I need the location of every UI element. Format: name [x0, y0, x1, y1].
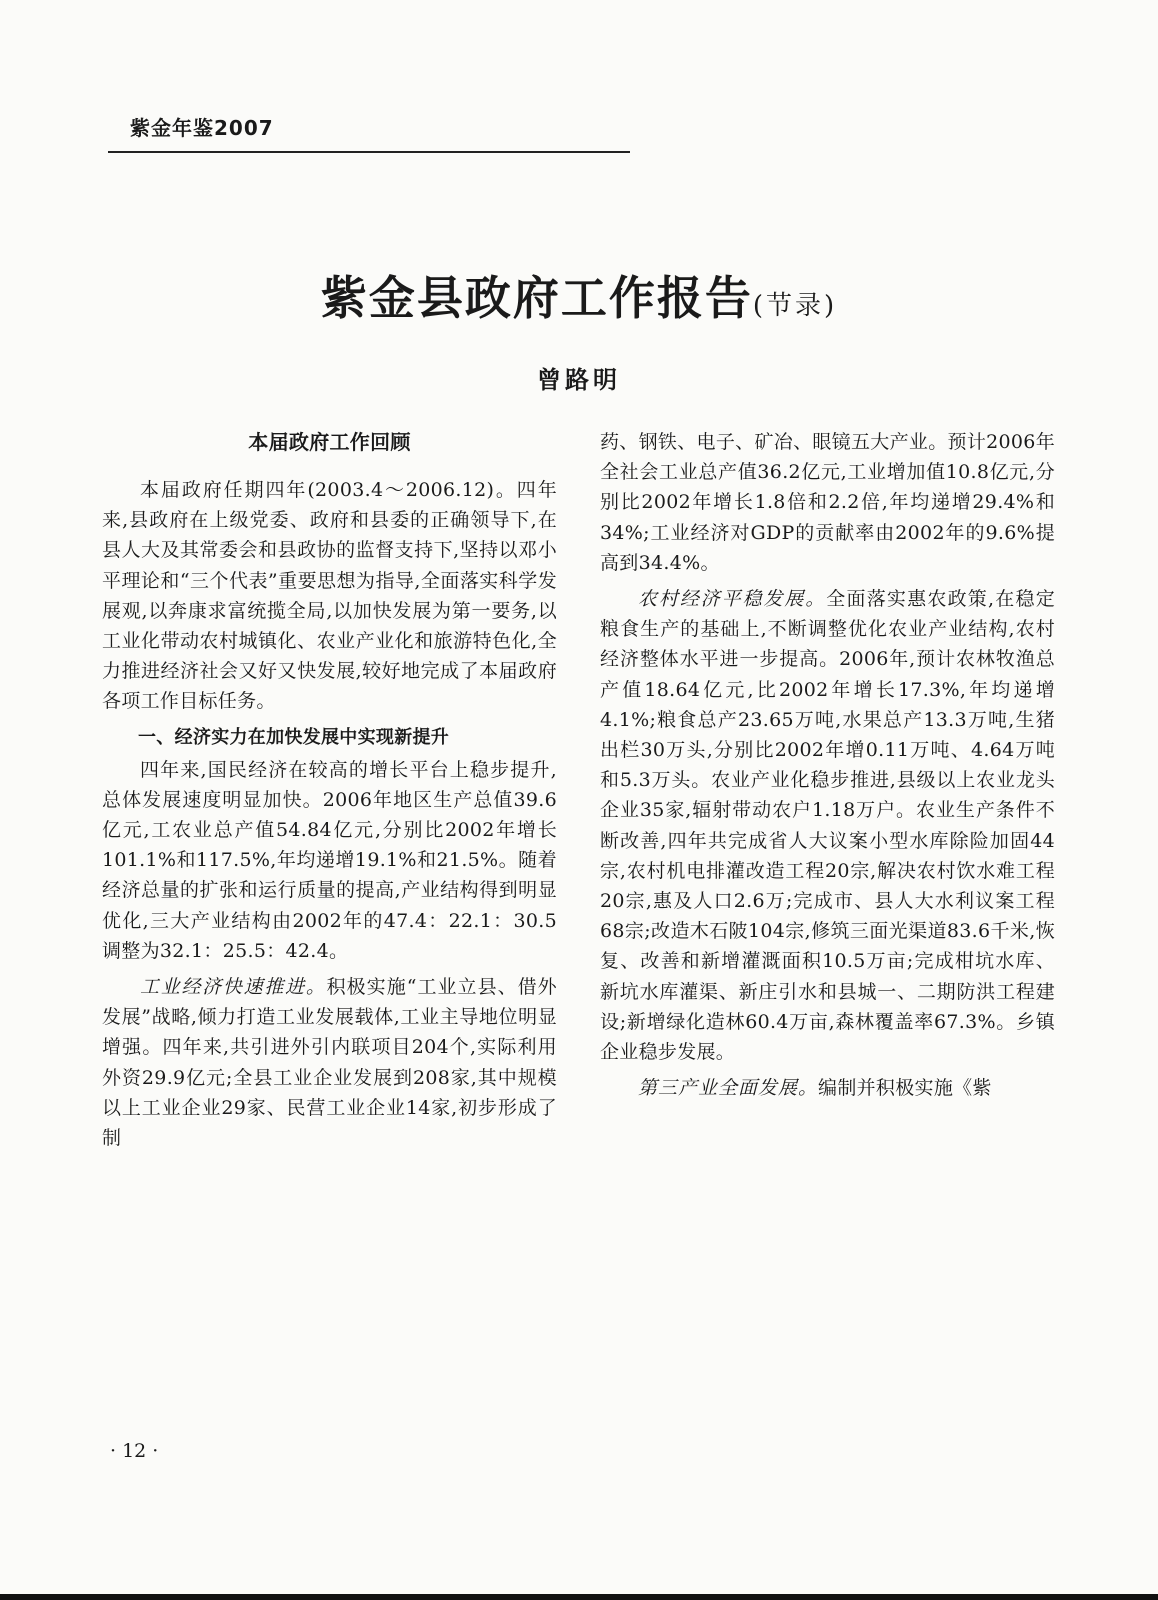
article-title: 紫金县政府工作报告: [320, 271, 753, 325]
article-title-block: [0, 262, 1158, 328]
right-column: [600, 427, 1055, 1109]
rural-run-in-heading: 农村经济平稳发展。: [638, 588, 827, 611]
intro-paragraph: 本届政府任期四年(2003.4～2006.12)。四年来,县政府在上级党委、政府和县委的正确领导下,在县人大及其常委会和县政协的监督支持下,坚持以邓小平理论和“三个代表”重要思想为指导,全面落实科学发展观,以奔康求富统揽全局,以加快发展为第一要务,以工业化带动农村城镇化、农业产业化和旅游特色化,全力推进经济社会又好又快发展,较好地完成了本届政府各项工作目标任务。: [102, 479, 557, 713]
left-column: [102, 427, 557, 1159]
rural-paragraph: [600, 584, 1055, 1067]
subheading-economy: 一、经济实力在加快发展中实现新提升: [138, 726, 450, 748]
scan-edge-divider: [0, 1594, 1158, 1600]
tertiary-run-in-heading: 第三产业全面发展。: [638, 1077, 819, 1100]
title-note: (节录): [752, 291, 838, 321]
page-number: · 12 ·: [110, 1440, 159, 1462]
author-name: 曾路明: [537, 365, 621, 394]
rural-text: 全面落实惠农政策,在稳定粮食生产的基础上,不断调整优化农业产业结构,农村经济整体水平进一步提高。2006年,预计农林牧渔总产值18.64亿元,比2002年增长17.3%,年均递增4.1%;粮食总产23.65万吨,水果总产13.3万吨,生猪出栏30万头,分别比2002年增0.11万吨、4.64万吨和5.3万头。农业产业化稳步推进,县级以上农业龙头企业35家,辐射带动农户1.18万户。农业生产条件不断改善,四年共完成省人大议案小型水库除险加固44宗,农村机电排灌改造工程20宗,解决农村饮水难工程20宗,惠及人口2.6万;完成市、县人大水利议案工程68宗;改造木石陂104宗,修筑三面光渠道83.6千米,恢复、改善和新增灌溉面积10.5万亩;完成柑坑水库、新坑水库灌渠、新庄引水和县城一、二期防洪工程建设;新增绿化造林60.4万亩,森林覆盖率67.3%。乡镇企业稳步发展。: [600, 588, 1055, 1064]
industry-continued-paragraph: 药、钢铁、电子、矿冶、眼镜五大产业。预计2006年全社会工业总产值36.2亿元,工业增加值10.8亿元,分别比2002年增长1.8倍和2.2倍,年均递增29.4%和34%;工业经济对GDP的贡献率由2002年的9.6%提高到34.4%。: [600, 431, 1055, 574]
industry-run-in-heading: 工业经济快速推进。: [140, 976, 327, 999]
economy-paragraph: 四年来,国民经济在较高的增长平台上稳步提升,总体发展速度明显加快。2006年地区生产总值39.6亿元,工农业总产值54.84亿元,分别比2002年增长101.1%和117.5%,年均递增19.1%和21.5%。随着经济总量的扩张和运行质量的提高,产业结构得到明显优化,三大产业结构由2002年的47.4：22.1：30.5调整为32.1：25.5：42.4。: [102, 758, 557, 962]
tertiary-text: 编制并积极实施《紫: [818, 1077, 992, 1100]
section-heading: 本届政府工作回顾: [248, 430, 411, 454]
running-header: 紫金年鉴2007: [130, 116, 274, 140]
industry-paragraph: [102, 972, 557, 1153]
industry-text: 积极实施“工业立县、借外发展”战略,倾力打造工业发展载体,工业主导地位明显增强。四年来,共引进外引内联项目204个,实际利用外资29.9亿元;全县工业企业发展到208家,其中规模以上工业企业29家、民营工业企业14家,初步形成了制: [102, 976, 557, 1150]
tertiary-paragraph: [600, 1073, 1055, 1103]
header-rule: [108, 151, 630, 153]
